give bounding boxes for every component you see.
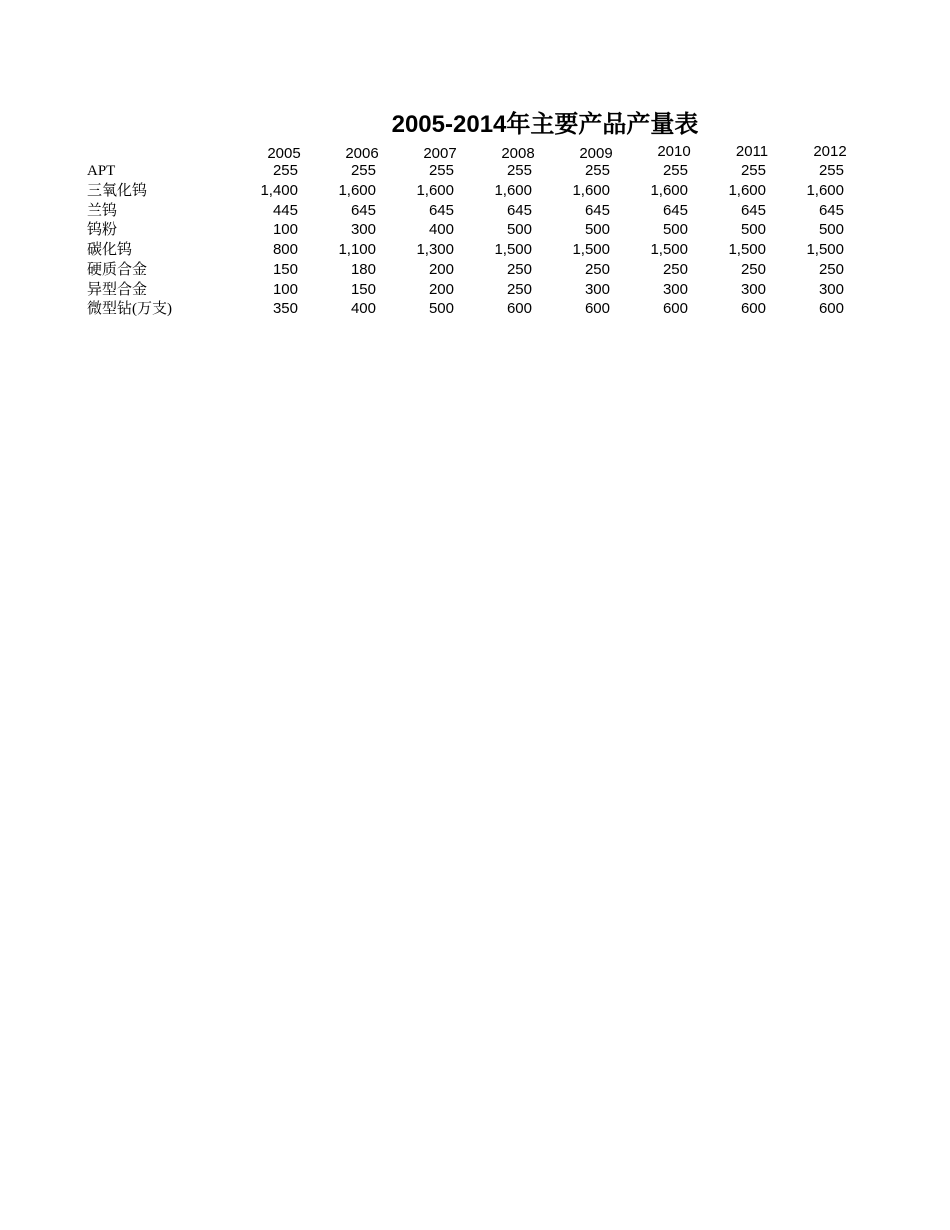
value-cell: 150 xyxy=(272,261,298,278)
value-cell: 250 xyxy=(506,261,532,278)
value-cell: 180 xyxy=(350,261,376,278)
value-cell: 400 xyxy=(350,300,376,317)
value-cell: 1,600 xyxy=(572,182,610,199)
row-label: APT xyxy=(87,163,116,179)
value-cell: 600 xyxy=(506,300,532,317)
value-cell: 150 xyxy=(350,281,376,298)
value-cell: 255 xyxy=(272,162,298,179)
table-title: 2005-2014年主要产品产量表 xyxy=(391,111,699,138)
value-cell: 1,500 xyxy=(572,241,610,258)
value-cell: 500 xyxy=(584,221,610,238)
value-cell: 300 xyxy=(584,281,610,298)
value-cell: 250 xyxy=(584,261,610,278)
value-cell: 250 xyxy=(506,281,532,298)
year-header-2012: 2012 xyxy=(813,143,847,160)
value-cell: 1,600 xyxy=(650,182,688,199)
table-row xyxy=(0,201,950,221)
value-cell: 1,600 xyxy=(806,182,844,199)
value-cell: 255 xyxy=(740,162,766,179)
value-cell: 1,600 xyxy=(416,182,454,199)
row-label: 三氧化钨 xyxy=(87,183,148,199)
row-label: 碳化钨 xyxy=(87,242,133,258)
value-cell: 200 xyxy=(428,281,454,298)
value-cell: 600 xyxy=(740,300,766,317)
value-cell: 300 xyxy=(818,281,844,298)
value-cell: 400 xyxy=(428,221,454,238)
value-cell: 255 xyxy=(584,162,610,179)
year-header-2011: 2011 xyxy=(735,143,769,160)
table-row xyxy=(0,260,950,280)
year-header-2007: 2007 xyxy=(423,145,457,162)
value-cell: 500 xyxy=(506,221,532,238)
row-label: 异型合金 xyxy=(87,282,148,298)
row-label: 钨粉 xyxy=(87,222,118,238)
value-cell: 600 xyxy=(818,300,844,317)
value-cell: 645 xyxy=(428,202,454,219)
value-cell: 350 xyxy=(272,300,298,317)
value-cell: 255 xyxy=(506,162,532,179)
value-cell: 645 xyxy=(584,202,610,219)
table-row xyxy=(0,299,950,319)
table-row xyxy=(0,181,950,201)
row-label: 微型钻(万支) xyxy=(87,301,172,317)
year-header-2006: 2006 xyxy=(345,145,379,162)
value-cell: 1,100 xyxy=(338,241,376,258)
value-cell: 1,600 xyxy=(494,182,532,199)
value-cell: 300 xyxy=(740,281,766,298)
row-label: 硬质合金 xyxy=(87,262,148,278)
value-cell: 300 xyxy=(350,221,376,238)
value-cell: 1,400 xyxy=(260,182,298,199)
table-row xyxy=(0,161,950,181)
year-header-2005: 2005 xyxy=(267,145,301,162)
value-cell: 200 xyxy=(428,261,454,278)
value-cell: 500 xyxy=(662,221,688,238)
value-cell: 100 xyxy=(272,221,298,238)
value-cell: 500 xyxy=(428,300,454,317)
value-cell: 1,600 xyxy=(728,182,766,199)
value-cell: 1,500 xyxy=(650,241,688,258)
value-cell: 1,300 xyxy=(416,241,454,258)
row-label: 兰钨 xyxy=(87,203,118,219)
value-cell: 645 xyxy=(350,202,376,219)
value-cell: 500 xyxy=(740,221,766,238)
table-row xyxy=(0,220,950,240)
value-cell: 100 xyxy=(272,281,298,298)
value-cell: 645 xyxy=(662,202,688,219)
value-cell: 500 xyxy=(818,221,844,238)
value-cell: 255 xyxy=(350,162,376,179)
value-cell: 1,500 xyxy=(806,241,844,258)
value-cell: 255 xyxy=(818,162,844,179)
year-header-2009: 2009 xyxy=(579,145,613,162)
value-cell: 1,600 xyxy=(338,182,376,199)
value-cell: 600 xyxy=(662,300,688,317)
value-cell: 250 xyxy=(740,261,766,278)
value-cell: 645 xyxy=(740,202,766,219)
value-cell: 445 xyxy=(272,202,298,219)
value-cell: 250 xyxy=(662,261,688,278)
table-row xyxy=(0,280,950,300)
value-cell: 255 xyxy=(428,162,454,179)
table-row xyxy=(0,240,950,260)
year-header-2008: 2008 xyxy=(501,145,535,162)
value-cell: 600 xyxy=(584,300,610,317)
year-header-2010: 2010 xyxy=(657,143,691,160)
value-cell: 1,500 xyxy=(728,241,766,258)
value-cell: 255 xyxy=(662,162,688,179)
value-cell: 800 xyxy=(272,241,298,258)
value-cell: 300 xyxy=(662,281,688,298)
value-cell: 645 xyxy=(506,202,532,219)
value-cell: 645 xyxy=(818,202,844,219)
value-cell: 250 xyxy=(818,261,844,278)
value-cell: 1,500 xyxy=(494,241,532,258)
